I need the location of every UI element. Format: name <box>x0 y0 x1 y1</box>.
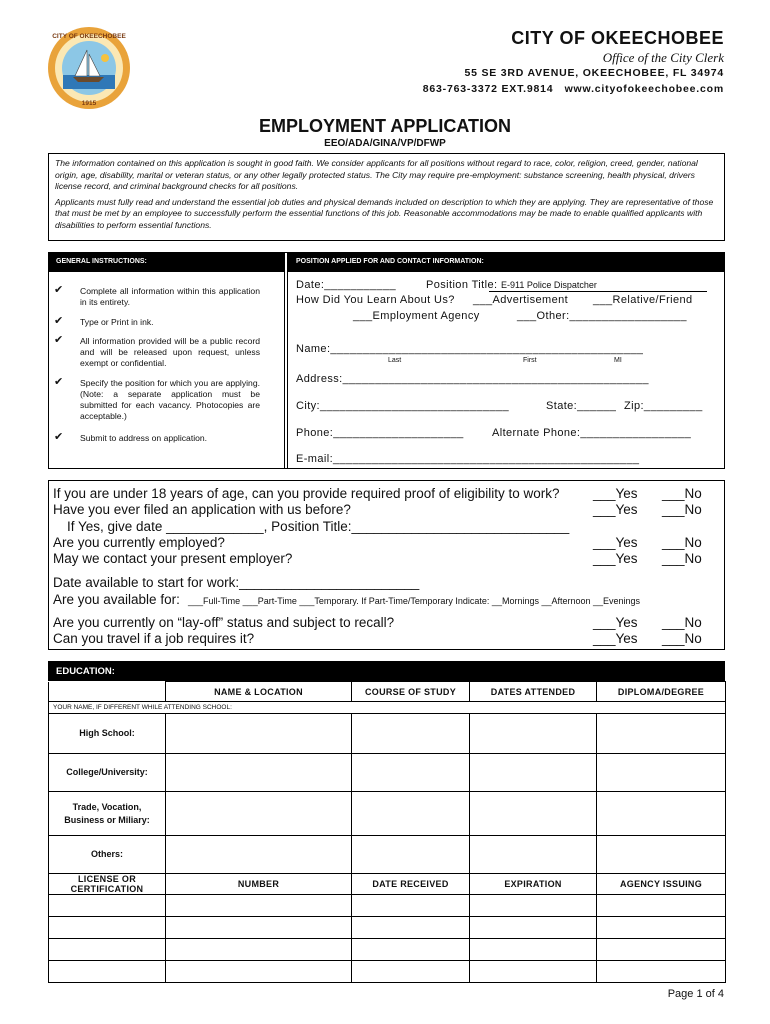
table-cell[interactable] <box>597 792 726 836</box>
no-option[interactable]: ___No <box>662 615 702 630</box>
table-cell[interactable] <box>166 895 352 917</box>
table-header-row <box>49 682 726 702</box>
question-contact-employer: May we contact your present employer? <box>53 551 293 566</box>
table-cell[interactable] <box>49 939 166 961</box>
previous-application-details-field[interactable]: If Yes, give date _____________, Position Title:_____________________________ <box>67 519 570 534</box>
name-field[interactable]: Name:________________________________________________ <box>296 343 644 355</box>
position-title-value: E-911 Police Dispatcher <box>501 280 597 290</box>
page-number: Page 1 of 4 <box>667 988 724 1000</box>
checkmark-icon: ✔ <box>54 334 64 346</box>
city-seal-logo <box>47 26 131 110</box>
table-row <box>49 895 726 917</box>
source-advertisement-option[interactable]: ___Advertisement <box>473 294 569 306</box>
column-header: EXPIRATION <box>470 874 597 895</box>
seal-text: CITY OF OKEECHOBEE <box>52 33 126 40</box>
yes-option[interactable]: ___Yes <box>593 551 638 566</box>
table-cell[interactable] <box>470 714 597 754</box>
table-cell[interactable] <box>352 939 470 961</box>
instruction-item: ✔ Submit to address on application. <box>54 431 208 443</box>
table-cell[interactable] <box>352 792 470 836</box>
checkmark-icon: ✔ <box>54 284 64 296</box>
table-cell[interactable] <box>166 836 352 874</box>
position-heading: POSITION APPLIED FOR AND CONTACT INFORMATION: <box>288 252 725 272</box>
yes-option[interactable]: ___Yes <box>593 631 638 646</box>
page-subtitle: EEO/ADA/GINA/VP/DFWP <box>324 138 446 149</box>
alternate-phone-field[interactable]: Alternate Phone:_________________ <box>492 427 692 439</box>
no-option[interactable]: ___No <box>662 486 702 501</box>
education-table <box>48 681 726 983</box>
table-cell[interactable] <box>597 836 726 874</box>
office-name: Office of the City Clerk <box>602 50 724 65</box>
zip-field[interactable]: Zip:_________ <box>624 400 703 412</box>
column-header: LICENSE OR CERTIFICATION <box>49 874 166 895</box>
table-cell[interactable] <box>166 754 352 792</box>
row-label: Trade, Vocation, Business or Miliary: <box>49 792 166 836</box>
table-cell[interactable] <box>470 754 597 792</box>
row-label: High School: <box>49 714 166 754</box>
row-label: College/University: <box>49 754 166 792</box>
instruction-item: ✔ Type or Print in ink. <box>54 315 154 327</box>
table-row <box>49 917 726 939</box>
table-cell[interactable] <box>166 939 352 961</box>
intro-notice <box>48 153 725 241</box>
column-divider <box>284 252 288 468</box>
position-title-label: Position Title: <box>426 279 498 291</box>
table-cell[interactable] <box>49 895 166 917</box>
address-field[interactable]: Address:_______________________________________________ <box>296 373 649 385</box>
general-instructions-heading: GENERAL INSTRUCTIONS: <box>48 252 284 272</box>
yes-option[interactable]: ___Yes <box>593 502 638 517</box>
instruction-item: ✔ Specify the position for which you are applying. (Note: a separate application must be submitted for each vacancy. Photocopies are acceptable.) <box>54 376 260 421</box>
table-cell[interactable] <box>470 917 597 939</box>
column-header: NAME & LOCATION <box>166 682 352 702</box>
row-label: Others: <box>49 836 166 874</box>
availability-options[interactable]: ___Full-Time ___Part-Time ___Temporary. If Part-Time/Temporary Indicate: __Mornings __Afternoon __Evenings <box>188 596 641 606</box>
table-cell[interactable] <box>597 754 726 792</box>
source-agency-option[interactable]: ___Employment Agency <box>353 310 480 322</box>
table-cell[interactable] <box>470 895 597 917</box>
table-cell[interactable] <box>597 895 726 917</box>
intro-paragraph-1: The information contained on this application is sought in good faith. We consider applicants for all positions without regard to race, color, religion, creed, gender, national origin, age, disability, marital or veteran status, or any other legally protected status. The City may require pre-employment: substance screening, health physical, drivers license record, and criminal background checks for all positions. <box>55 158 698 192</box>
email-field[interactable]: E-mail:_______________________________________________ <box>296 453 640 465</box>
education-heading: EDUCATION: <box>48 661 725 681</box>
table-cell[interactable] <box>352 754 470 792</box>
source-other-option[interactable]: ___Other:__________________ <box>517 310 687 322</box>
page-title: EMPLOYMENT APPLICATION <box>259 116 511 136</box>
table-cell[interactable] <box>166 961 352 983</box>
column-header: DIPLOMA/DEGREE <box>597 682 726 702</box>
table-cell[interactable] <box>470 836 597 874</box>
table-row <box>49 754 726 792</box>
former-name-field[interactable]: YOUR NAME, IF DIFFERENT WHILE ATTENDING SCHOOL: <box>49 702 726 714</box>
question-filed-before: Have you ever filed an application with us before? <box>53 502 351 517</box>
instruction-item: ✔ All information provided will be a public record and will be released upon request, unless exempt or confidential. <box>54 334 260 368</box>
table-cell[interactable] <box>597 917 726 939</box>
checkmark-icon: ✔ <box>54 431 64 443</box>
column-header: NUMBER <box>166 874 352 895</box>
no-option[interactable]: ___No <box>662 551 702 566</box>
table-cell[interactable] <box>352 961 470 983</box>
yes-option[interactable]: ___Yes <box>593 486 638 501</box>
source-relative-option[interactable]: ___Relative/Friend <box>593 294 693 306</box>
table-row <box>49 836 726 874</box>
instruction-item: ✔ Complete all information within this application in its entirety. <box>54 284 260 307</box>
table-cell[interactable] <box>470 792 597 836</box>
learn-about-us-label: How Did You Learn About Us? <box>296 294 455 306</box>
date-field[interactable]: Date:___________ <box>296 279 396 291</box>
city-name: CITY OF OKEECHOBEE <box>511 28 724 48</box>
table-cell[interactable] <box>352 917 470 939</box>
table-cell[interactable] <box>352 895 470 917</box>
office-phone: 863-763-3372 EXT.9814 <box>422 83 554 95</box>
checkmark-icon: ✔ <box>54 376 64 388</box>
yes-option[interactable]: ___Yes <box>593 535 638 550</box>
table-row <box>49 961 726 983</box>
column-header: DATE RECEIVED <box>352 874 470 895</box>
no-option[interactable]: ___No <box>662 535 702 550</box>
position-title-field[interactable] <box>489 279 707 292</box>
yes-option[interactable]: ___Yes <box>593 615 638 630</box>
table-cell[interactable] <box>49 961 166 983</box>
column-header: AGENCY ISSUING <box>597 874 726 895</box>
state-field[interactable]: State:______ <box>546 400 617 412</box>
column-header: COURSE OF STUDY <box>352 682 470 702</box>
office-contact <box>423 83 724 95</box>
question-availability: Are you available for: <box>53 592 180 607</box>
table-cell[interactable] <box>352 714 470 754</box>
table-cell[interactable] <box>597 939 726 961</box>
table-cell[interactable] <box>166 917 352 939</box>
name-last-caption: Last <box>388 357 402 364</box>
name-first-caption: First <box>523 357 537 364</box>
start-date-field[interactable]: Date available to start for work:________________________ <box>53 575 420 590</box>
office-website[interactable]: www.cityofokeechobee.com <box>564 83 724 95</box>
table-row <box>49 702 726 714</box>
no-option[interactable]: ___No <box>662 502 702 517</box>
table-cell[interactable] <box>597 961 726 983</box>
question-travel: Can you travel if a job requires it? <box>53 631 255 646</box>
column-header: DATES ATTENDED <box>470 682 597 702</box>
phone-field[interactable]: Phone:____________________ <box>296 427 464 439</box>
license-header-row <box>49 874 726 895</box>
table-cell[interactable] <box>166 792 352 836</box>
table-row <box>49 792 726 836</box>
table-cell[interactable] <box>352 836 470 874</box>
table-cell[interactable] <box>470 961 597 983</box>
no-option[interactable]: ___No <box>662 631 702 646</box>
table-cell[interactable] <box>470 939 597 961</box>
table-cell[interactable] <box>597 714 726 754</box>
table-cell[interactable] <box>49 917 166 939</box>
seal-year: 1915 <box>81 100 97 107</box>
intro-paragraph-2: Applicants must fully read and understand the essential job duties and physical demands included on description to which they are applying. They are representative of those that must be met by an employee to successfully perform the essential functions of this job. Reasonable accommodations may be made to enable qualified applicants with disabilities to perform essential functions. <box>55 196 714 230</box>
table-row <box>49 939 726 961</box>
question-proof-of-eligibility: If you are under 18 years of age, can you provide required proof of eligibility to work? <box>53 486 560 501</box>
table-cell[interactable] <box>166 714 352 754</box>
city-field[interactable]: City:_____________________________ <box>296 400 510 412</box>
table-row <box>49 714 726 754</box>
checkmark-icon: ✔ <box>54 315 64 327</box>
question-lay-off: Are you currently on “lay-off” status and subject to recall? <box>53 615 395 630</box>
office-address: 55 SE 3RD AVENUE, OKEECHOBEE, FL 34974 <box>464 67 724 79</box>
question-currently-employed: Are you currently employed? <box>53 535 225 550</box>
name-mi-caption: MI <box>614 357 622 364</box>
